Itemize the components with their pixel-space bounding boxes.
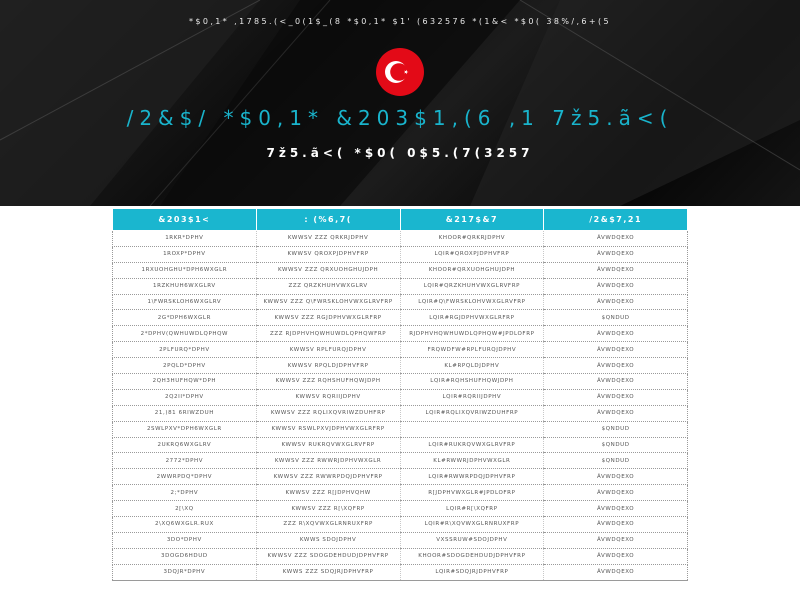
company-cell: 2PLFURQ*DPHV: [113, 342, 257, 358]
website-cell[interactable]: ZZZ QRZKHUHVWXGLRV: [256, 278, 400, 294]
company-cell: 1\FWRSKLOH6WXGLRV: [113, 294, 257, 310]
location-cell: ÃVWDQEXO: [544, 278, 688, 294]
table-row: [113, 501, 688, 517]
website-cell[interactable]: KWWSV ZZZ QRKRJDPHV: [256, 231, 400, 247]
company-cell: 1RZKHUH6WXGLRV: [113, 278, 257, 294]
table-row: [113, 326, 688, 342]
company-cell: 2UKRQ6WXGLRV: [113, 437, 257, 453]
website-cell[interactable]: KWWSV ZZZ R[\XQFRP: [256, 501, 400, 517]
table-row: [113, 294, 688, 310]
location-cell: ÃVWDQEXO: [544, 548, 688, 564]
location-cell: ÃVWDQEXO: [544, 564, 688, 580]
company-cell: 2G*DPH6WXGLR: [113, 310, 257, 326]
website-cell[interactable]: KWWSV QROXPJDPHVFRP: [256, 246, 400, 262]
table-row: [113, 246, 688, 262]
table-row: [113, 405, 688, 421]
contact-cell[interactable]: KL#RWWRJDPHVWXGLR: [400, 453, 544, 469]
website-cell[interactable]: KWWSV ZZZ RWWRJDPHVWXGLR: [256, 453, 400, 469]
location-cell: ÃVWDQEXO: [544, 294, 688, 310]
location-cell: ÃVWDQEXO: [544, 532, 688, 548]
location-cell: ÃVWDQEXO: [544, 326, 688, 342]
contact-cell[interactable]: KL#RPQLDJDPHV: [400, 358, 544, 374]
table-row: [113, 548, 688, 564]
location-cell: ÃVWDQEXO: [544, 246, 688, 262]
company-cell: 3DQJR*DPHV: [113, 564, 257, 580]
website-cell[interactable]: KWWSV ZZZ RQHSHUFHQWJDPH: [256, 374, 400, 390]
contact-cell[interactable]: LQIR#RQHSHUFHQWJDPH: [400, 374, 544, 390]
header-banner: [0, 0, 800, 206]
column-header-contact: &217$&7: [400, 209, 544, 231]
location-cell: ÃVWDQEXO: [544, 485, 688, 501]
column-header-company: &203$1<: [113, 209, 257, 231]
page-subtitle: 7ž5.ã<( *$0( 0$5.(7(3257: [266, 146, 534, 160]
contact-cell[interactable]: LQIR#QRZKHUHVWXGLRVFRP: [400, 278, 544, 294]
contact-cell[interactable]: LQIR#RWWRPDQJDPHVFRP: [400, 469, 544, 485]
location-cell: ÃVWDQEXO: [544, 231, 688, 247]
company-cell: 2QH3HUFHQW*DPH: [113, 374, 257, 390]
table-row: [113, 389, 688, 405]
company-cell: 2*DPHV(QWHUWDLQPHQW: [113, 326, 257, 342]
contact-cell[interactable]: LQIR#Q\FWRSKLOHVWXGLRVFRP: [400, 294, 544, 310]
location-cell: $QNDUD: [544, 437, 688, 453]
website-cell[interactable]: KWWSV ZZZ SDOGDEHDUDJDPHVFRP: [256, 548, 400, 564]
column-header-location: /2&$7,21: [544, 209, 688, 231]
table-row: [113, 262, 688, 278]
contact-cell[interactable]: LQIR#RUKRQVWXGLRVFRP: [400, 437, 544, 453]
website-cell[interactable]: KWWS SDOJDPHV: [256, 532, 400, 548]
background-shards: [0, 0, 800, 206]
contact-cell[interactable]: KHOOR#SDOGDEHDUDJDPHVFRP: [400, 548, 544, 564]
turkish-flag-icon: [376, 48, 424, 96]
company-cell: 3DOGD6HDUD: [113, 548, 257, 564]
company-cell: 2SWLPXV*DPH6WXGLR: [113, 421, 257, 437]
table-row: [113, 517, 688, 533]
website-cell[interactable]: KWWSV RPQLDJDPHVFRP: [256, 358, 400, 374]
website-cell[interactable]: KWWSV ZZZ RGJDPHVWXGLRFRP: [256, 310, 400, 326]
table-row: [113, 437, 688, 453]
website-cell[interactable]: KWWSV ZZZ QRXUOHGHUJDPH: [256, 262, 400, 278]
location-cell: $QNDUD: [544, 421, 688, 437]
company-cell: 1RXUOHGHU*DPH6WXGLR: [113, 262, 257, 278]
location-cell: ÃVWDQEXO: [544, 358, 688, 374]
table-row: [113, 310, 688, 326]
company-cell: 3DO*DPHV: [113, 532, 257, 548]
website-cell[interactable]: KWWSV RQRIIJDPHV: [256, 389, 400, 405]
contact-cell[interactable]: LQIR#RQLIXQVRIWZDUHFRP: [400, 405, 544, 421]
table-row: [113, 532, 688, 548]
contact-cell[interactable]: R[JDPHVWXGLR#JPDLOFRP: [400, 485, 544, 501]
location-cell: ÃVWDQEXO: [544, 501, 688, 517]
company-cell: 2[\XQ: [113, 501, 257, 517]
company-cell: 2772*DPHV: [113, 453, 257, 469]
website-cell[interactable]: KWWSV RUKRQVWXGLRVFRP: [256, 437, 400, 453]
table-row: [113, 278, 688, 294]
company-cell: 2;*DPHV: [113, 485, 257, 501]
page-title: /2&$/ *$0,1* &203$1,(6 ,1 7ž5.ã<(: [126, 106, 674, 130]
contact-cell[interactable]: KHOOR#QRKRJDPHV: [400, 231, 544, 247]
website-cell[interactable]: KWWSV ZZZ RWWRPDQJDPHVFRP: [256, 469, 400, 485]
contact-cell[interactable]: FRQWDFW#RPLFURQJDPHV: [400, 342, 544, 358]
table-row: [113, 231, 688, 247]
company-cell: 2\XQ6WXGLR.RUX: [113, 517, 257, 533]
table-row: [113, 564, 688, 580]
contact-cell[interactable]: VXSSRUW#SDOJDPHV: [400, 532, 544, 548]
company-cell: 2PQLD*DPHV: [113, 358, 257, 374]
contact-cell[interactable]: LQIR#RQRIIJDPHV: [400, 389, 544, 405]
table-row: [113, 485, 688, 501]
location-cell: ÃVWDQEXO: [544, 469, 688, 485]
location-cell: $QNDUD: [544, 453, 688, 469]
banner-top-line: *$0,1* ,1785.(<_0(1$_(8 *$0,1* $1' (632576 *(1&< *$0( 38%/,6+(5: [188, 17, 611, 26]
website-cell[interactable]: KWWSV RPLFURQJDPHV: [256, 342, 400, 358]
contact-cell[interactable]: LQIR#QROXPJDPHVFRP: [400, 246, 544, 262]
company-table: [112, 208, 688, 581]
contact-cell[interactable]: LQIR#SDQJRJDPHVFRP: [400, 564, 544, 580]
location-cell: ÃVWDQEXO: [544, 405, 688, 421]
table-row: [113, 469, 688, 485]
location-cell: ÃVWDQEXO: [544, 389, 688, 405]
table-body: [113, 231, 688, 581]
company-cell: 2WWRPDQ*DPHV: [113, 469, 257, 485]
company-cell: 2Q2II*DPHV: [113, 389, 257, 405]
contact-cell[interactable]: LQIR#R[\XQFRP: [400, 501, 544, 517]
table-row: [113, 374, 688, 390]
column-header-website: : (%6,7(: [256, 209, 400, 231]
company-cell: 21,)81 6RIWZDUH: [113, 405, 257, 421]
contact-cell: [400, 421, 544, 437]
contact-cell[interactable]: RJDPHVHQWHUWDLQPHQW#JPDLOFRP: [400, 326, 544, 342]
table-row: [113, 453, 688, 469]
table-header-row: [113, 209, 688, 231]
table-row: [113, 358, 688, 374]
location-cell: $QNDUD: [544, 310, 688, 326]
company-cell: 1ROXP*DPHV: [113, 246, 257, 262]
location-cell: ÃVWDQEXO: [544, 517, 688, 533]
website-cell[interactable]: KWWSV ZZZ RQLIXQVRIWZDUHFRP: [256, 405, 400, 421]
location-cell: ÃVWDQEXO: [544, 262, 688, 278]
website-cell[interactable]: KWWSV ZZZ Q\FWRSKLOHVWXGLRVFRP: [256, 294, 400, 310]
website-cell[interactable]: KWWSV RSWLPXVJDPHVWXGLRFRP: [256, 421, 400, 437]
location-cell: ÃVWDQEXO: [544, 342, 688, 358]
website-cell[interactable]: ZZZ R\XQVWXGLRNRUXFRP: [256, 517, 400, 533]
table-row: [113, 342, 688, 358]
contact-cell[interactable]: KHOOR#QRXUOHGHUJDPH: [400, 262, 544, 278]
company-cell: 1RKR*DPHV: [113, 231, 257, 247]
table-row: [113, 421, 688, 437]
contact-cell[interactable]: LQIR#R\XQVWXGLRNRUXFRP: [400, 517, 544, 533]
contact-cell[interactable]: LQIR#RGJDPHVWXGLRFRP: [400, 310, 544, 326]
website-cell[interactable]: KWWSV ZZZ R[JDPHVQHW: [256, 485, 400, 501]
website-cell[interactable]: KWWS ZZZ SDQJRJDPHVFRP: [256, 564, 400, 580]
website-cell[interactable]: ZZZ RJDPHVHQWHUWDLQPHQWFRP: [256, 326, 400, 342]
location-cell: ÃVWDQEXO: [544, 374, 688, 390]
